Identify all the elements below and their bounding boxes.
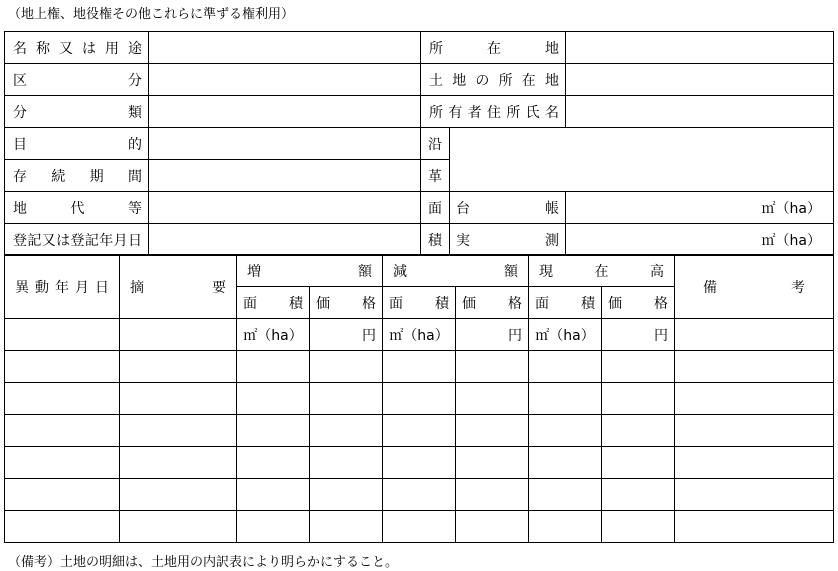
current-area-cell[interactable] [529, 511, 602, 543]
decrease-price-cell[interactable] [456, 383, 529, 415]
remarks-cell[interactable] [675, 479, 834, 511]
current-area-cell[interactable] [529, 415, 602, 447]
rent-field[interactable] [149, 192, 421, 224]
table-row [5, 192, 834, 224]
area-label-bottom: 積 [421, 224, 450, 256]
decrease-price-cell[interactable] [456, 319, 529, 351]
decrease-price-cell[interactable] [456, 479, 529, 511]
history-label-top: 沿 [421, 128, 450, 160]
ledger-area-field[interactable] [566, 192, 834, 224]
current-price-cell[interactable] [602, 447, 675, 479]
increase-price-cell[interactable] [310, 479, 383, 511]
increase-price-cell[interactable] [310, 319, 383, 351]
summary-cell[interactable] [120, 415, 237, 447]
current-price-header: 価格 [602, 287, 675, 319]
remarks-cell[interactable] [675, 319, 834, 351]
decrease-price-cell[interactable] [456, 447, 529, 479]
date-cell[interactable] [5, 351, 120, 383]
area-unit: ㎡（ha） [389, 327, 449, 344]
summary-cell[interactable] [120, 383, 237, 415]
table-row [5, 64, 834, 96]
date-cell[interactable] [5, 447, 120, 479]
duration-label: 存続期間 [5, 160, 149, 192]
date-cell[interactable] [5, 415, 120, 447]
change-history-table [4, 254, 834, 543]
increase-price-header: 価格 [310, 287, 383, 319]
area-unit: ㎡（ha） [535, 327, 595, 344]
current-price-cell[interactable] [602, 319, 675, 351]
category-field[interactable] [149, 64, 421, 96]
purpose-label: 目的 [5, 128, 149, 160]
current-header: 現在高 [529, 255, 675, 287]
increase-area-cell[interactable] [237, 351, 310, 383]
summary-cell[interactable] [120, 351, 237, 383]
decrease-area-cell[interactable] [383, 415, 456, 447]
current-area-cell[interactable] [529, 479, 602, 511]
summary-cell[interactable] [120, 479, 237, 511]
increase-area-cell[interactable] [237, 511, 310, 543]
price-unit: 円 [654, 327, 668, 344]
summary-cell[interactable] [120, 319, 237, 351]
area-label-top: 面 [421, 192, 450, 224]
classification-field[interactable] [149, 96, 421, 128]
history-field[interactable] [450, 128, 834, 192]
area-unit: ㎡（ha） [243, 327, 303, 344]
decrease-area-cell[interactable] [383, 383, 456, 415]
form-title: （地上権、地役権その他これらに準ずる権利用） [8, 7, 295, 22]
owner-field[interactable] [566, 96, 834, 128]
table-row [5, 224, 834, 256]
summary-cell[interactable] [120, 447, 237, 479]
decrease-price-cell[interactable] [456, 415, 529, 447]
land-location-field[interactable] [566, 64, 834, 96]
date-header: 異動年月日 [5, 255, 120, 319]
table-row [5, 255, 834, 287]
remarks-cell[interactable] [675, 447, 834, 479]
decrease-area-cell[interactable] [383, 447, 456, 479]
decrease-area-cell[interactable] [383, 351, 456, 383]
table-row [5, 447, 834, 479]
increase-price-cell[interactable] [310, 511, 383, 543]
remarks-header: 備考 [675, 255, 834, 319]
increase-area-cell[interactable] [237, 319, 310, 351]
remarks-cell[interactable] [675, 415, 834, 447]
table-row [5, 351, 834, 383]
ledger-label: 台帳 [450, 192, 566, 224]
remarks-cell[interactable] [675, 351, 834, 383]
current-area-cell[interactable] [529, 383, 602, 415]
area-unit: ㎡（ha） [761, 200, 821, 217]
owner-label: 所有者住所氏名 [421, 96, 566, 128]
date-cell[interactable] [5, 511, 120, 543]
decrease-price-cell[interactable] [456, 351, 529, 383]
history-label-bottom: 革 [421, 160, 450, 192]
current-price-cell[interactable] [602, 351, 675, 383]
table-row [5, 511, 834, 543]
current-price-cell[interactable] [602, 415, 675, 447]
increase-area-cell[interactable] [237, 415, 310, 447]
increase-price-cell[interactable] [310, 351, 383, 383]
property-info-table [4, 31, 834, 256]
table-row [5, 319, 834, 351]
table-row [5, 128, 834, 160]
category-label: 区分 [5, 64, 149, 96]
table-row [5, 96, 834, 128]
location-label: 所在地 [421, 32, 566, 64]
remarks-cell[interactable] [675, 511, 834, 543]
summary-header: 摘要 [120, 255, 237, 319]
registration-field[interactable] [149, 224, 421, 256]
increase-area-header: 面積 [237, 287, 310, 319]
increase-area-cell[interactable] [237, 479, 310, 511]
increase-price-cell[interactable] [310, 447, 383, 479]
increase-price-cell[interactable] [310, 415, 383, 447]
decrease-area-header: 面積 [383, 287, 456, 319]
decrease-area-cell[interactable] [383, 479, 456, 511]
decrease-area-cell[interactable] [383, 319, 456, 351]
increase-header: 増額 [237, 255, 383, 287]
decrease-area-cell[interactable] [383, 511, 456, 543]
survey-area-field[interactable] [566, 224, 834, 256]
current-area-cell[interactable] [529, 319, 602, 351]
rent-label: 地代等 [5, 192, 149, 224]
current-price-cell[interactable] [602, 479, 675, 511]
area-unit: ㎡（ha） [761, 232, 821, 249]
table-row [5, 415, 834, 447]
price-unit: 円 [362, 327, 376, 344]
survey-label: 実測 [450, 224, 566, 256]
name-field[interactable] [149, 32, 421, 64]
date-cell[interactable] [5, 383, 120, 415]
location-field[interactable] [566, 32, 834, 64]
current-area-cell[interactable] [529, 447, 602, 479]
table-row [5, 32, 834, 64]
footer-note: （備考）土地の明細は、土地用の内訳表により明らかにすること。 [8, 555, 399, 570]
decrease-price-header: 価格 [456, 287, 529, 319]
name-label: 名称又は用途 [5, 32, 149, 64]
table-row [5, 383, 834, 415]
land-location-label: 土地の所在地 [421, 64, 566, 96]
summary-cell[interactable] [120, 511, 237, 543]
price-unit: 円 [508, 327, 522, 344]
purpose-field[interactable] [149, 128, 421, 160]
decrease-header: 減額 [383, 255, 529, 287]
remarks-cell[interactable] [675, 383, 834, 415]
increase-area-cell[interactable] [237, 383, 310, 415]
current-price-cell[interactable] [602, 383, 675, 415]
current-price-cell[interactable] [602, 511, 675, 543]
date-cell[interactable] [5, 479, 120, 511]
table-row [5, 479, 834, 511]
registration-label: 登記又は登記年月日 [5, 224, 149, 256]
date-cell[interactable] [5, 319, 120, 351]
classification-label: 分類 [5, 96, 149, 128]
duration-field[interactable] [149, 160, 421, 192]
increase-area-cell[interactable] [237, 447, 310, 479]
decrease-price-cell[interactable] [456, 511, 529, 543]
current-area-header: 面積 [529, 287, 602, 319]
increase-price-cell[interactable] [310, 383, 383, 415]
current-area-cell[interactable] [529, 351, 602, 383]
